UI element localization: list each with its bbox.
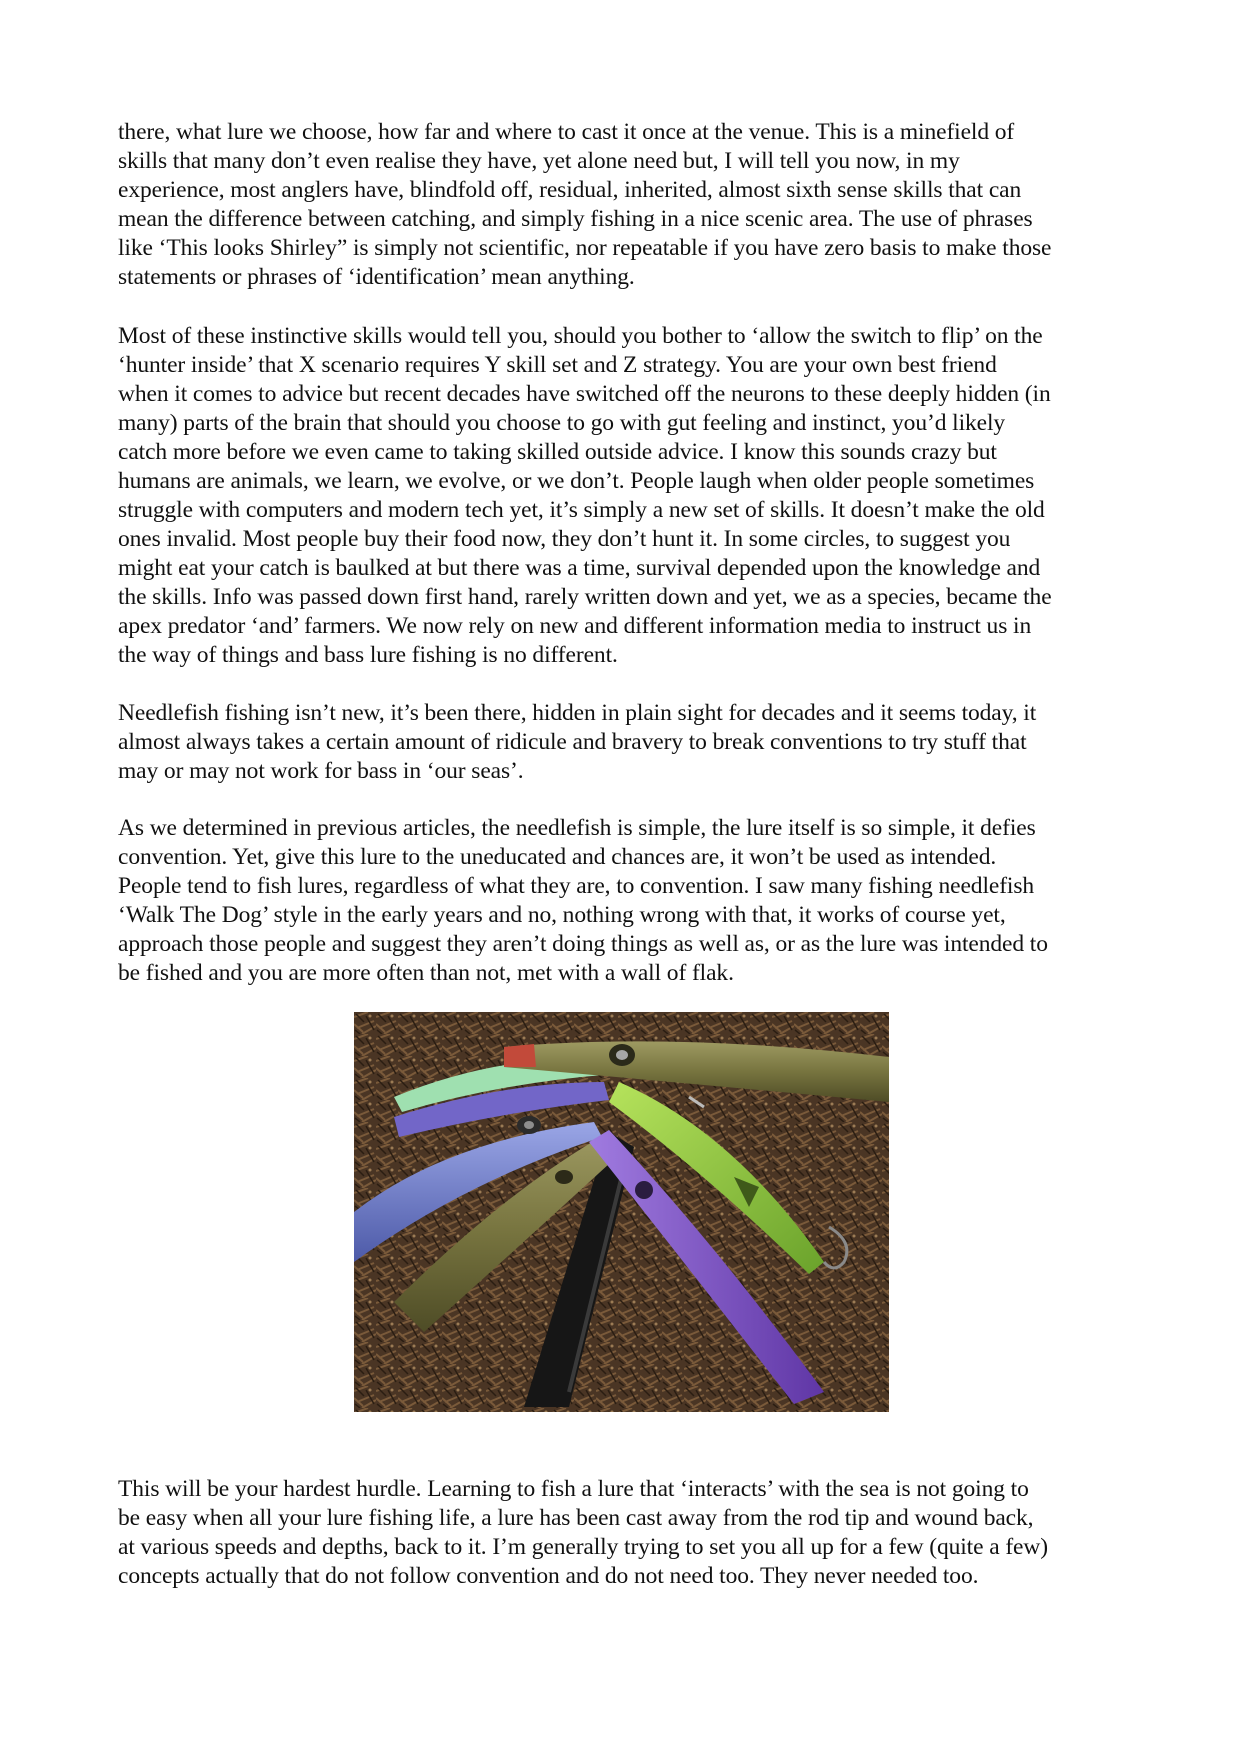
paragraph-needlefish-history: Needlefish fishing isn’t new, it’s been there, hidden in plain sight for decades and it seems today, it almost always takes a certain amount of ridicule and bravery to break conventions to try stuff that may or may not work for bass in ‘our seas’. xyxy=(118,700,1037,784)
lures-illustration xyxy=(354,1012,889,1412)
paragraph-instinctive-skills: Most of these instinctive skills would tell you, should you bother to ‘allow the switch to flip’ on the ‘hunter inside’ that X scenario requires Y skill set and Z strategy. You are your own best friend when it comes to advice but recent decades have switched off the neurons to these deeply hidden (in many) parts of the brain that should you choose to go with gut feeling and instinct, you’d likely catch more before we even came to taking skilled outside advice. I know this sounds crazy but humans are animals, we learn, we evolve, or we don’t. People laugh when older people sometimes struggle with computers and modern tech yet, it’s simply a new set of skills. It doesn’t make the old ones invalid. Most people buy their food now, they don’t hunt it. In some circles, to suggest you might eat your catch is baulked at but there was a time, survival depended upon the knowledge and the skills. Info was passed down first hand, rarely written down and yet, we as a species, became the apex predator ‘and’ farmers. We now rely on new and different information media to instruct us in the way of things and bass lure fishing is no different. xyxy=(118,323,1052,668)
paragraph-needlefish-convention: As we determined in previous articles, the needlefish is simple, the lure itself is so simple, it defies convention. Yet, give this lure to the uneducated and chances are, it won’t be used as intended. People tend to fish lures, regardless of what they are, to convention. I saw many fishing needlefish ‘Walk The Dog’ style in the early years and no, nothing wrong with that, it works of course yet, approach those people and suggest they aren’t doing things as well as, or as the lure was intended to be fished and you are more often than not, met with a wall of flak. xyxy=(118,815,1048,986)
paragraph-hardest-hurdle: This will be your hardest hurdle. Learning to fish a lure that ‘interacts’ with the sea is not going to be easy when all your lure fishing life, a lure has been cast away from the rod tip and wound back, at various speeds and depths, back to it. I’m generally trying to set you all up for a few (quite a few) concepts actually that do not follow convention and do not need too. They never needed too. xyxy=(118,1476,1048,1589)
purple-lure-eye-icon xyxy=(635,1181,653,1199)
needlefish-lures-photo xyxy=(354,1012,889,1412)
paragraph-intro-skills: there, what lure we choose, how far and where to cast it once at the venue. This is a minefield of skills that many don’t even realise they have, yet alone need but, I will tell you now, in my experience, most anglers have, blindfold off, residual, inherited, almost sixth sense skills that can mean the difference between catching, and simply fishing in a nice scenic area. The use of phrases like ‘This looks Shirley” is simply not scientific, nor repeatable if you have zero basis to make those statements or phrases of ‘identification’ mean anything. xyxy=(118,119,1052,290)
